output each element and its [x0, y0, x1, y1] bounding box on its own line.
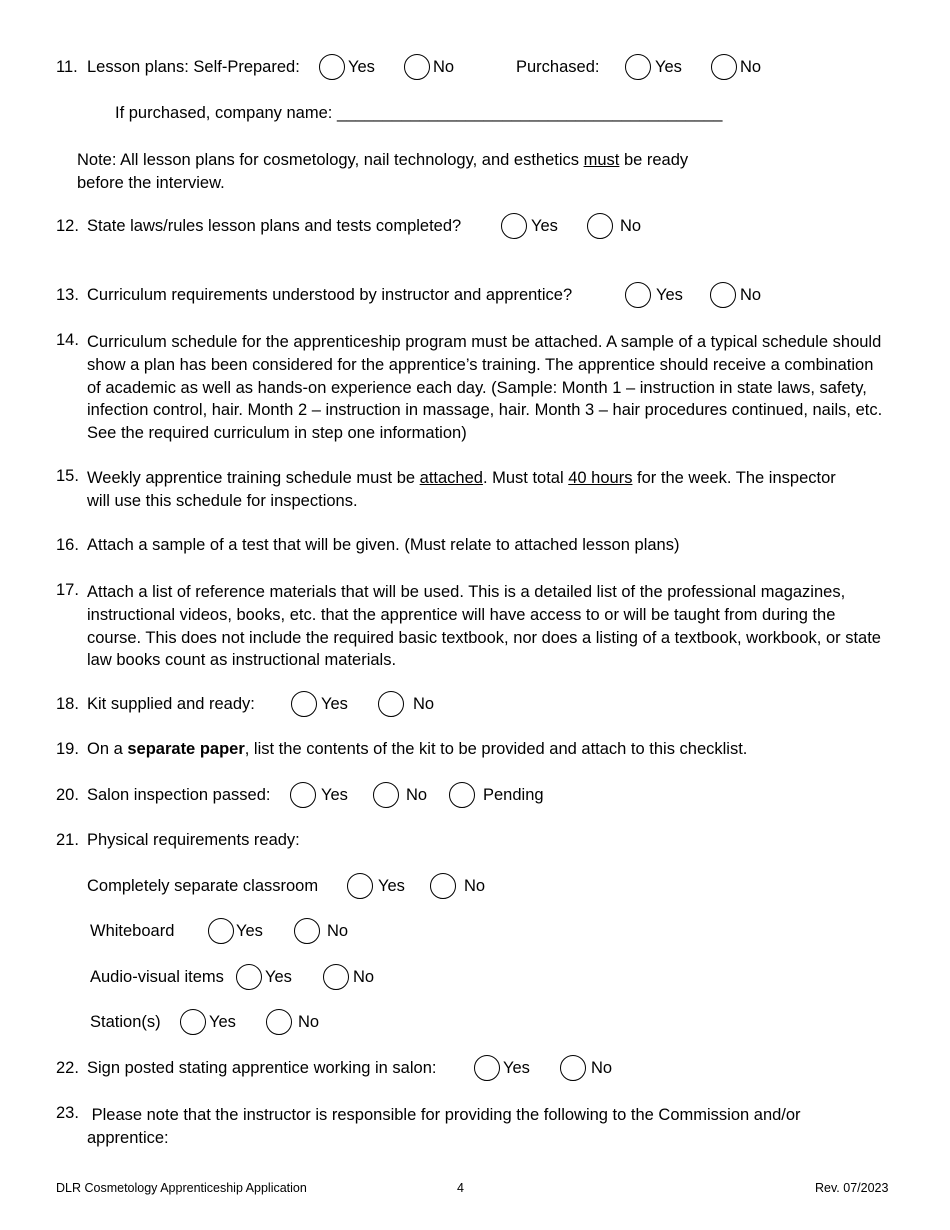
- item-15-text-a: Weekly apprentice training schedule must be: [87, 469, 420, 487]
- radio-label-pending: Pending: [483, 786, 544, 804]
- radio-label-yes: Yes: [656, 286, 683, 304]
- item-16-number: 16.: [56, 536, 79, 554]
- radio-label-yes: Yes: [531, 217, 558, 235]
- stations-yes-radio[interactable]: [180, 1009, 206, 1035]
- item-15-text-c: for the week. The inspector will use this schedule for inspections.: [87, 469, 836, 510]
- radio-label-no: No: [353, 968, 375, 986]
- radio-label-yes: Yes: [655, 58, 682, 76]
- radio-label-no: No: [327, 922, 349, 940]
- radio-label-no: No: [433, 58, 455, 76]
- salon-inspection-yes-radio[interactable]: [290, 782, 316, 808]
- audio-visual-label: Audio-visual items: [90, 968, 224, 986]
- item-19-number: 19.: [56, 740, 79, 758]
- item-20-number: 20.: [56, 786, 79, 804]
- radio-label-yes: Yes: [503, 1059, 530, 1077]
- audio-visual-no-radio[interactable]: [323, 964, 349, 990]
- item-23-text: Please note that the instructor is responsible for providing the following to the Commission and/or apprentice:: [87, 1106, 806, 1147]
- state-laws-no-radio[interactable]: [587, 213, 613, 239]
- radio-label-yes: Yes: [378, 877, 405, 895]
- item-15-40-hours: 40 hours: [568, 469, 633, 487]
- classroom-label: Completely separate classroom: [87, 877, 319, 895]
- footer-document-title: DLR Cosmetology Apprenticeship Application: [56, 1181, 307, 1195]
- item-12-label: State laws/rules lesson plans and tests completed?: [87, 217, 462, 235]
- lesson-plans-note: [77, 149, 688, 195]
- lesson-plans-self-yes-radio[interactable]: [319, 54, 345, 80]
- note-text: Note: All lesson plans for cosmetology, nail technology, and esthetics: [77, 151, 584, 169]
- item-16-text: Attach a sample of a test that will be given. (Must relate to attached lesson plans): [87, 536, 680, 554]
- curriculum-understood-yes-radio[interactable]: [625, 282, 651, 308]
- radio-label-no: No: [406, 786, 428, 804]
- item-21-number: 21.: [56, 831, 79, 849]
- radio-label-no: No: [298, 1013, 320, 1031]
- lesson-plans-purchased-no-radio[interactable]: [711, 54, 737, 80]
- kit-supplied-yes-radio[interactable]: [291, 691, 317, 717]
- whiteboard-yes-radio[interactable]: [208, 918, 234, 944]
- radio-label-no: No: [464, 877, 486, 895]
- classroom-yes-radio[interactable]: [347, 873, 373, 899]
- radio-label-no: No: [591, 1059, 613, 1077]
- item-15-text-b: . Must total: [482, 469, 569, 487]
- radio-label-yes: Yes: [209, 1013, 236, 1031]
- item-11-number: 11.: [56, 58, 78, 76]
- lesson-plans-self-no-radio[interactable]: [404, 54, 430, 80]
- note-must: must: [583, 151, 620, 169]
- state-laws-yes-radio[interactable]: [501, 213, 527, 239]
- kit-supplied-no-radio[interactable]: [378, 691, 404, 717]
- radio-label-no: No: [740, 286, 762, 304]
- item-23-number: 23.: [56, 1104, 79, 1122]
- radio-label-yes: Yes: [348, 58, 375, 76]
- item-18-number: 18.: [56, 695, 79, 713]
- radio-label-yes: Yes: [321, 695, 348, 713]
- item-14-text: Curriculum schedule for the apprenticeship program must be attached. A sample of a typical schedule should show a plan has been considered for the apprentice’s training. The apprentice should receive a combination of academic as well as hands-on experience each day. (Sample: Month 1 – instruction in state laws, safety, infection control, hair. Month 2 – instruction in massage, hair. Month 3 – hair procedures continued, nails, etc. See the required curriculum in step one information): [87, 333, 883, 443]
- radio-label-no: No: [620, 217, 642, 235]
- sign-posted-yes-radio[interactable]: [474, 1055, 500, 1081]
- whiteboard-label: Whiteboard: [90, 922, 175, 940]
- salon-inspection-pending-radio[interactable]: [449, 782, 475, 808]
- radio-label-no: No: [413, 695, 435, 713]
- item-19-separate-paper: separate paper: [127, 740, 245, 758]
- item-20-label: Salon inspection passed:: [87, 786, 271, 804]
- radio-label-yes: Yes: [265, 968, 292, 986]
- item-19-text-a: On a: [87, 740, 128, 758]
- item-14-number: 14.: [56, 331, 79, 349]
- sign-posted-no-radio[interactable]: [560, 1055, 586, 1081]
- footer-revision: Rev. 07/2023: [815, 1181, 889, 1195]
- classroom-no-radio[interactable]: [430, 873, 456, 899]
- purchased-label: Purchased:: [516, 58, 600, 76]
- salon-inspection-no-radio[interactable]: [373, 782, 399, 808]
- item-13-label: Curriculum requirements understood by instructor and apprentice?: [87, 286, 573, 304]
- item-17-number: 17.: [56, 581, 79, 599]
- item-21-label: Physical requirements ready:: [87, 831, 300, 849]
- note-line-2: before the interview.: [77, 174, 225, 192]
- item-22-label: Sign posted stating apprentice working in salon:: [87, 1059, 437, 1077]
- company-name-field[interactable]: If purchased, company name: __________________________________________: [115, 104, 723, 122]
- radio-label-no: No: [740, 58, 762, 76]
- stations-no-radio[interactable]: [266, 1009, 292, 1035]
- item-22-number: 22.: [56, 1059, 79, 1077]
- item-15-number: 15.: [56, 467, 79, 485]
- item-19-text: [87, 740, 747, 759]
- item-13-number: 13.: [56, 286, 79, 304]
- curriculum-understood-no-radio[interactable]: [710, 282, 736, 308]
- radio-label-yes: Yes: [236, 922, 263, 940]
- whiteboard-no-radio[interactable]: [294, 918, 320, 944]
- item-15-text: [87, 467, 847, 513]
- item-19-text-b: , list the contents of the kit to be provided and attach to this checklist.: [244, 740, 748, 758]
- footer-page-number: 4: [457, 1181, 464, 1195]
- stations-label: Station(s): [90, 1013, 161, 1031]
- item-11-label: Lesson plans: Self-Prepared:: [87, 58, 300, 76]
- note-text-end: be ready: [619, 151, 689, 169]
- item-18-label: Kit supplied and ready:: [87, 695, 255, 713]
- lesson-plans-purchased-yes-radio[interactable]: [625, 54, 651, 80]
- item-17-text: Attach a list of reference materials that will be used. This is a detailed list of the professional magazines, instructional videos, books, etc. that the apprentice will have access to or will be taught from during the course. This does not include the required basic textbook, nor does a listing of a textbook, workbook, or state law books count as instructional materials.: [87, 583, 881, 670]
- radio-label-yes: Yes: [321, 786, 348, 804]
- item-12-number: 12.: [56, 217, 79, 235]
- item-15-attached: attached: [419, 469, 483, 487]
- audio-visual-yes-radio[interactable]: [236, 964, 262, 990]
